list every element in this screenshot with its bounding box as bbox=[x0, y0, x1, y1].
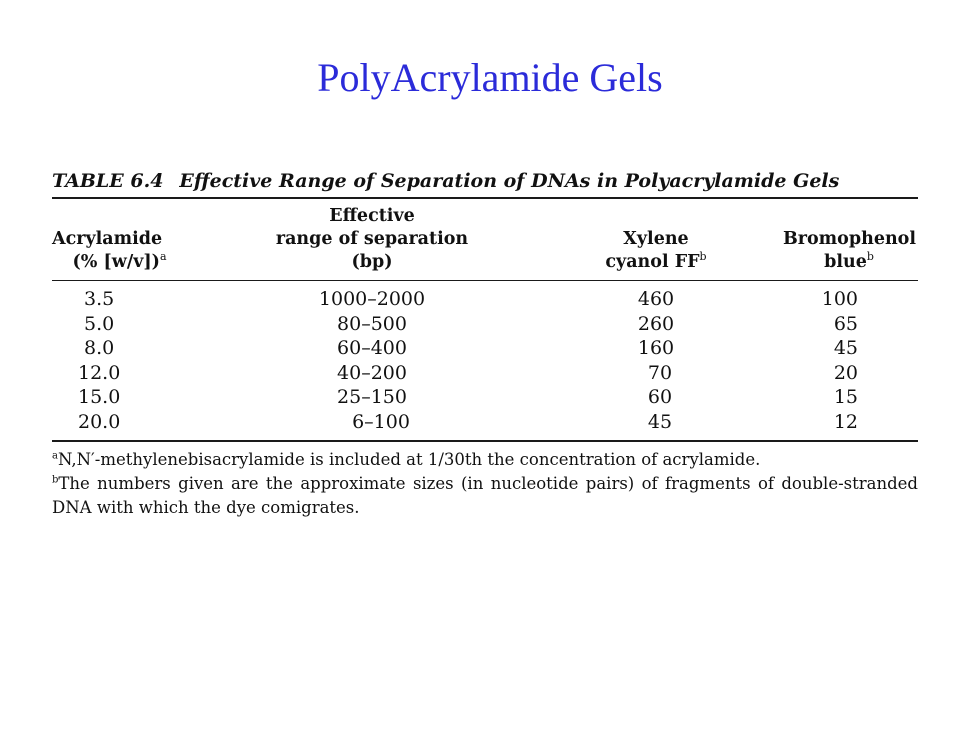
cell-bromophenol: 12 bbox=[833, 410, 858, 433]
header-range bbox=[202, 199, 542, 280]
footnote-mark-a: a bbox=[159, 250, 167, 264]
cell-bromophenol: 15 bbox=[833, 386, 858, 408]
cell-range: 80–500 bbox=[337, 312, 407, 335]
cell-xylene: 160 bbox=[637, 337, 675, 359]
table-label: TABLE 6.4 bbox=[52, 170, 164, 192]
cell-range: 6–100 bbox=[352, 410, 410, 433]
table-caption bbox=[52, 170, 918, 193]
header-acrylamide-line1: Acrylamide bbox=[52, 229, 163, 249]
table-row bbox=[52, 410, 918, 435]
footnote-b-text: The numbers given are the approximate sizes (in nucleotide pairs) of fragments of double-stranded DNA with which the dye comigrates. bbox=[52, 474, 918, 517]
cell-bromophenol: 20 bbox=[833, 361, 858, 384]
header-acrylamide-unit: (% [w/v]) bbox=[72, 252, 160, 272]
table-figure bbox=[52, 170, 918, 520]
table-row bbox=[52, 385, 918, 410]
separation-table bbox=[52, 199, 918, 280]
cell-acrylamide: 20.0 bbox=[78, 410, 121, 433]
header-bromophenol-line2 bbox=[752, 251, 916, 274]
header-bromophenol-text: blue bbox=[824, 252, 867, 272]
cell-bromophenol: 65 bbox=[833, 312, 858, 335]
cell-range: 60–400 bbox=[337, 337, 407, 359]
footnote-a bbox=[52, 448, 918, 472]
footnote-mark-b: b bbox=[699, 250, 707, 264]
header-bromophenol bbox=[752, 199, 918, 280]
table-row bbox=[52, 312, 918, 337]
cell-acrylamide: 3.5 bbox=[84, 288, 115, 310]
header-xylene-line1: Xylene bbox=[623, 229, 689, 249]
header-range-line1: Effective bbox=[329, 206, 415, 226]
cell-bromophenol: 100 bbox=[821, 288, 858, 310]
header-acrylamide-line2 bbox=[52, 251, 187, 274]
table-row bbox=[52, 287, 918, 312]
header-range-line3: (bp) bbox=[351, 252, 393, 272]
cell-acrylamide: 12.0 bbox=[78, 361, 121, 384]
table-header-row bbox=[52, 199, 918, 280]
cell-xylene: 260 bbox=[637, 312, 675, 335]
table-footnotes bbox=[52, 448, 918, 520]
table-caption-text: Effective Range of Separation of DNAs in Polyacrylamide Gels bbox=[179, 170, 840, 192]
footnote-mark-b: b bbox=[866, 250, 874, 264]
header-range-line2: range of separation bbox=[275, 229, 469, 249]
separation-table-body bbox=[52, 281, 918, 440]
footnote-b bbox=[52, 472, 918, 520]
cell-xylene: 60 bbox=[647, 386, 673, 408]
cell-acrylamide: 15.0 bbox=[78, 386, 121, 408]
cell-range: 25–150 bbox=[337, 386, 407, 408]
footnote-a-text: N,N′-methylenebisacrylamide is included at 1/30th the concentration of acrylamide. bbox=[57, 450, 761, 469]
slide-title: PolyAcrylamide Gels bbox=[317, 55, 663, 100]
cell-xylene: 460 bbox=[637, 288, 675, 310]
cell-bromophenol: 45 bbox=[833, 337, 858, 359]
table-bottom-rule bbox=[52, 440, 918, 442]
footnote-b-mark: b bbox=[52, 474, 59, 486]
header-xylene bbox=[542, 199, 752, 280]
cell-range: 40–200 bbox=[337, 361, 407, 384]
cell-xylene: 70 bbox=[647, 361, 673, 384]
cell-acrylamide: 5.0 bbox=[84, 312, 115, 335]
header-xylene-text: cyanol FF bbox=[605, 252, 700, 272]
header-xylene-line2 bbox=[560, 251, 752, 274]
table-row bbox=[52, 336, 918, 361]
cell-xylene: 45 bbox=[647, 410, 673, 433]
footnote-a-mark: a bbox=[52, 450, 58, 462]
header-acrylamide bbox=[52, 199, 202, 280]
cell-range: 1000–2000 bbox=[318, 288, 426, 310]
cell-acrylamide: 8.0 bbox=[84, 337, 115, 359]
table-row bbox=[52, 361, 918, 386]
header-bromophenol-line1: Bromophenol bbox=[782, 229, 916, 249]
